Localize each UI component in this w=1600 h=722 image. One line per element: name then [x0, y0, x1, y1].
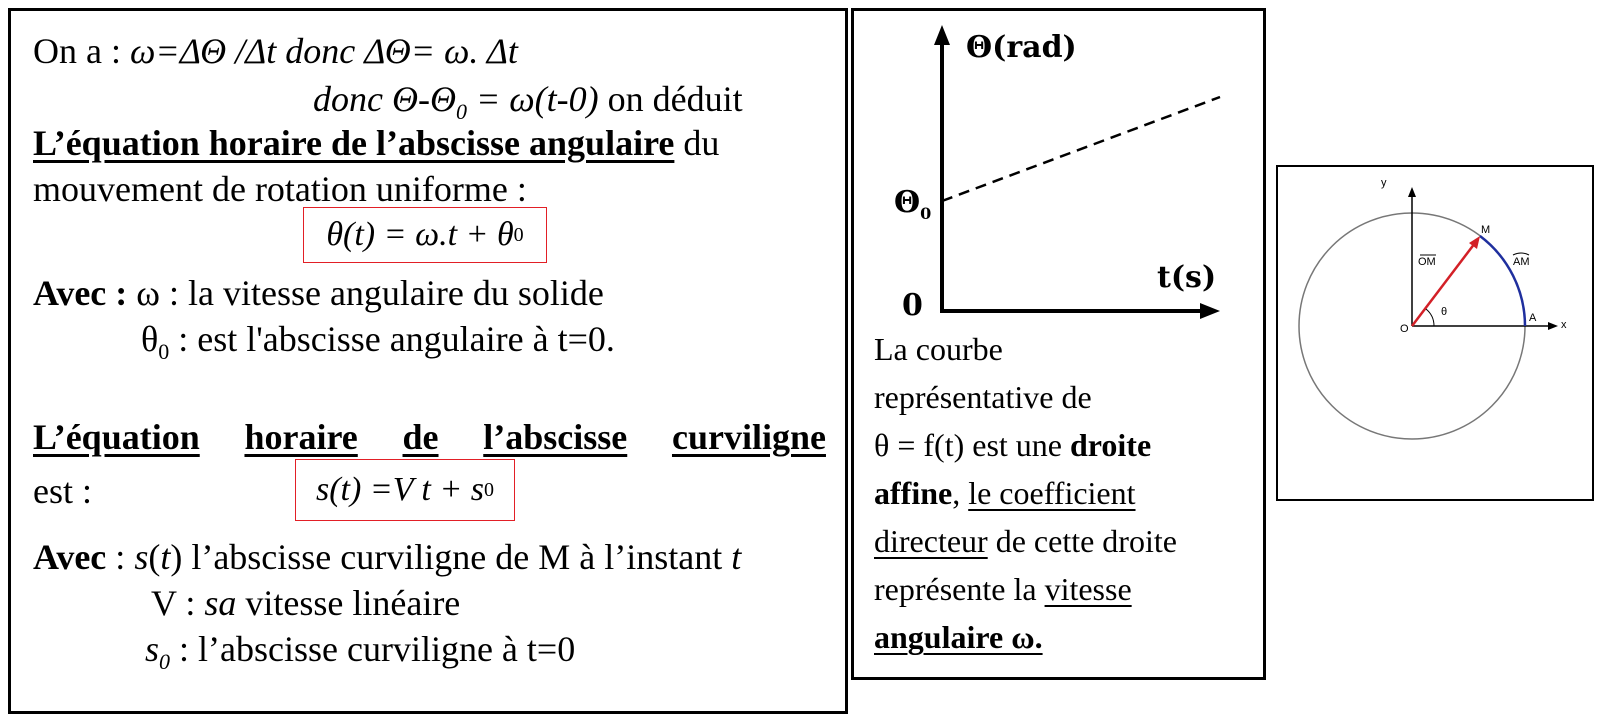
text-theta: θ [141, 319, 159, 359]
text-on-a: On a : [33, 31, 130, 71]
line-donc [313, 81, 743, 123]
heading-curv-w4: l’abscisse [483, 417, 628, 457]
left-text-panel [8, 8, 848, 714]
mid-text-4b: , [952, 475, 969, 511]
mid-text-6b: vitesse [1044, 571, 1132, 607]
line-mouvement: mouvement de rotation uniforme : [33, 169, 527, 209]
mid-text-2: représentative de [874, 379, 1092, 415]
formula-donc: donc Θ-Θ [313, 79, 456, 119]
heading-curv-w2: horaire [244, 417, 358, 457]
circle-panel [1276, 165, 1594, 501]
mid-text-3b: droite [1069, 427, 1152, 463]
heading-angular [33, 125, 719, 161]
text-v-def: vitesse linéaire [236, 583, 461, 623]
text-omega-def: ω : la vitesse angulaire du solide [127, 273, 604, 313]
line-avec-omega [33, 275, 604, 311]
diagram-om-label: OM [1418, 256, 1436, 268]
equation-theta-box [303, 207, 547, 263]
diagram-x-arrow [1548, 322, 1558, 330]
text-sa: sa [204, 583, 237, 623]
text-avec-2: Avec [33, 537, 107, 577]
line-s0 [145, 631, 575, 673]
mid-text-5 [874, 525, 1177, 557]
text-s0-def: : l’abscisse curviligne à t=0 [170, 629, 576, 669]
rotation-diagram [1278, 167, 1592, 499]
text-s0: s [145, 629, 160, 669]
text-s: s [134, 537, 149, 577]
line-on-a [33, 33, 518, 69]
mid-text-3 [874, 429, 1151, 461]
text-s-def: ) l’abscisse curviligne de M à l’instant [170, 537, 732, 577]
heading-curviligne [33, 419, 826, 455]
equation-s-box [295, 459, 515, 521]
arc-am [1480, 236, 1525, 326]
text-s0-sub: 0 [159, 649, 171, 675]
heading-curv-w5: curviligne [671, 417, 826, 457]
diagram-a-label: A [1529, 312, 1537, 324]
text-t: t [160, 537, 171, 577]
mid-text-4c: le coefficient [968, 475, 1136, 511]
origin-label: 0 [902, 288, 923, 323]
y-axis-arrow [934, 25, 950, 45]
graph-panel [851, 8, 1266, 680]
equation-s-sub: 0 [484, 478, 495, 501]
theta0-label-main: Θ [894, 185, 921, 220]
mid-text-3a: θ = f(t) est une [874, 427, 1070, 463]
text-on-deduit: on déduit [598, 79, 743, 119]
mid-text-5a: directeur [874, 523, 988, 559]
am-arc-hat [1513, 253, 1529, 255]
theta0-label [894, 185, 932, 223]
mid-text-6 [874, 573, 1132, 605]
theta-angle-arc [1426, 309, 1434, 326]
formula-donc-rest: = ω(t-0) [466, 79, 599, 119]
diagram-y-label: y [1381, 177, 1387, 189]
text-avec-1: Avec : [33, 273, 128, 313]
diagram-theta-label: θ [1441, 306, 1448, 318]
formula-donc-sub: 0 [455, 99, 467, 125]
line-avec-s [33, 539, 741, 575]
diagram-am-label: AM [1513, 256, 1530, 268]
mid-text-7: angulaire ω. [874, 619, 1043, 655]
diagram-y-arrow [1408, 187, 1416, 197]
theta0-label-sub: 0 [920, 204, 932, 223]
text-t-end: t [731, 537, 742, 577]
heading-angular-text: L’équation horaire de l’abscisse angulaire [33, 123, 675, 163]
mid-text-6a: représente la [874, 571, 1045, 607]
text-theta-sub: 0 [158, 339, 170, 365]
text-v: V : [151, 583, 205, 623]
diagram-m-label: M [1481, 224, 1491, 236]
line-v [151, 585, 460, 621]
mid-text-4 [874, 477, 1136, 509]
heading-curv-w1: L’équation [33, 417, 200, 457]
mid-text-5b: de cette droite [987, 523, 1177, 559]
equation-s: s(t) =V t + s [315, 471, 485, 508]
text-est: est : [33, 471, 92, 511]
text-du: du [674, 123, 720, 163]
equation-theta: θ(t) = ω.t + θ [326, 216, 514, 253]
line-theta0 [141, 321, 615, 363]
heading-curv-w3: de [402, 417, 439, 457]
y-axis-label: Θ(rad) [966, 30, 1077, 65]
affine-line [942, 97, 1220, 201]
x-axis-arrow [1200, 303, 1220, 319]
x-axis-label: t(s) [1157, 260, 1217, 295]
equation-theta-sub: 0 [513, 223, 524, 246]
text-theta0-def: : est l'abscisse angulaire à t=0. [169, 319, 615, 359]
mid-text-4a: affine [874, 475, 953, 511]
diagram-x-label: x [1561, 319, 1567, 331]
text-paren-open: ( [148, 537, 161, 577]
diagram-o-label: O [1400, 323, 1409, 335]
text-colon: : [106, 537, 135, 577]
mid-text-1: La courbe [874, 331, 1003, 367]
formula-omega: ω=ΔΘ /Δt donc ΔΘ= ω. Δt [129, 31, 518, 71]
